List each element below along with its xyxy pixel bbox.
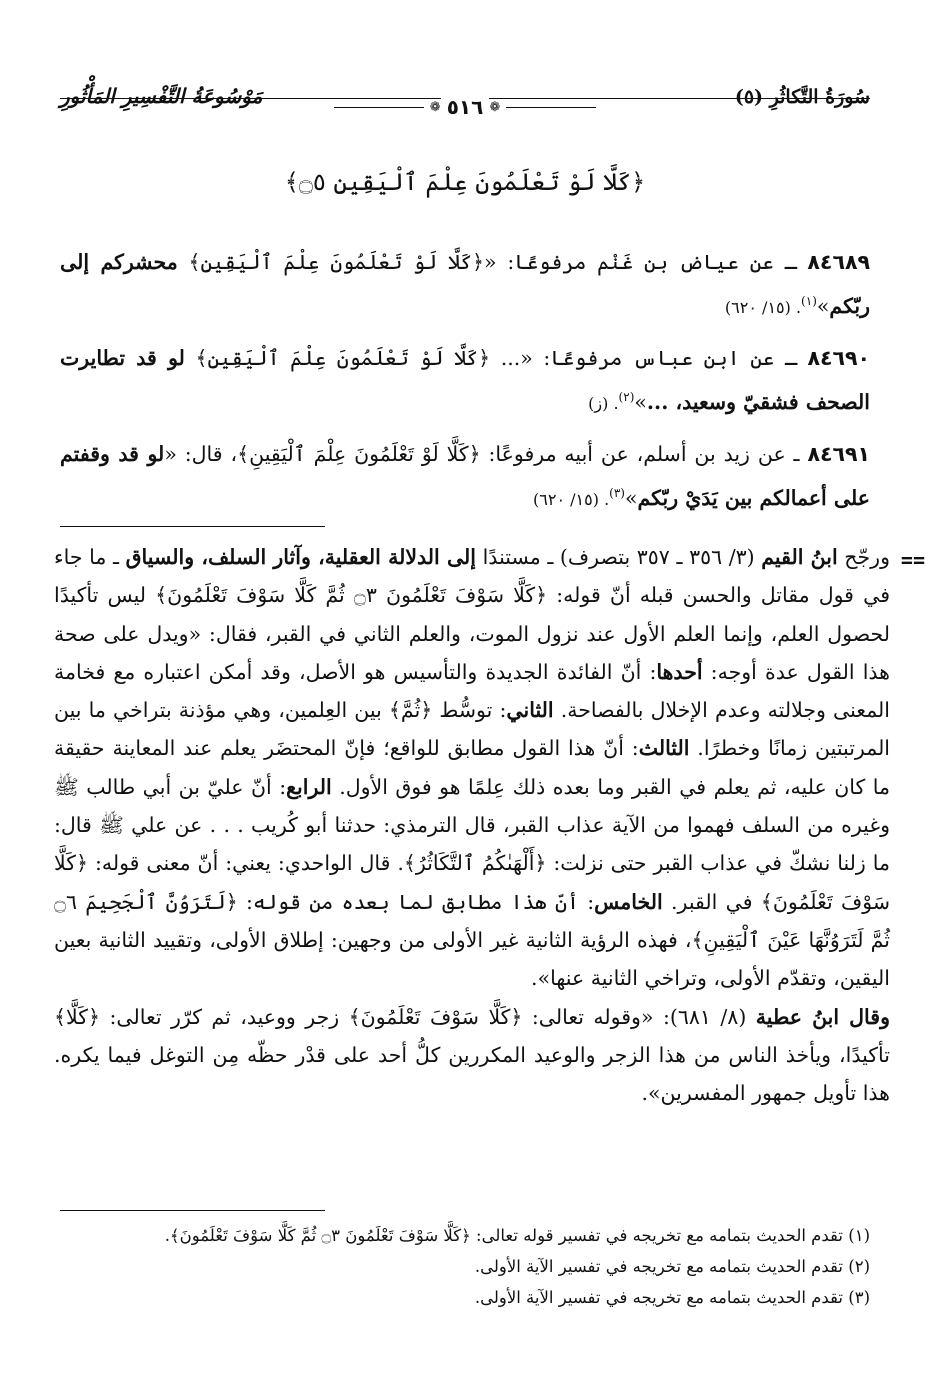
commentary-text: ورجّح [837,545,890,569]
hadith-number: ٨٤٦٩٠ [807,346,870,370]
hadith-number: ٨٤٦٨٩ [807,250,870,274]
hadith-entry [60,432,870,522]
scholar-name: وقال ابنُ عطية [755,1004,890,1029]
footnote-ref[interactable]: (١) [801,294,817,309]
point-label: الثاني [506,698,554,723]
hadith-text-close: » [816,294,830,318]
hadith-bold-text: لو قد تطايرت الصحف فشقيّ وسعيد، ... [60,346,870,414]
source-ref: . (١٥/ ٦٢٠) [533,490,610,509]
footnote-ref[interactable]: (٣) [609,486,625,501]
hadith-number: ٨٤٦٩١ [807,442,871,466]
hadith-entry [60,336,870,426]
hadith-entry [60,240,870,330]
commentary-text: : أنّ هذا مطابق لما بعده من قوله: ﴿لَتَرَوُنَّ ٱلْجَحِيمَ ۝٦ ثُمَّ لَتَرَوُنَّهَا عَيْنَ ٱلْيَقِينِ﴾، فهذه الرؤية الثانية غير الأولى من وجهين: إطلاق الأولى، وتقييد الثانية بعين اليقين، وتقدّم الأولى، وتراخي الثانية عنها». [54,889,890,991]
hadith-list [60,240,870,528]
footnotes [60,1220,870,1313]
page-number-row [60,93,870,121]
commentary-text: : أنّ هذا القول مطابق للواقع؛ فإنّ المحتضَر يعلم عند المعاينة حقيقة ما كان عليه، ثم يعلم في القبر وما بعده ذلك عِلمًا هو فوق الأول. [54,736,890,799]
commentary-text: : أنّ عليّ بن أبي طالب ﷺ وغيره من السلف فهموا من الآية عذاب القبر، قال الترمذي: حدثنا أبو كُريب . . . عن علي ﷺ قال: ما زلنا نشكّ في عذاب القبر حتى نزلت: ﴿أَلْهَىٰكُمُ ٱلتَّكَاثُرُ﴾. قال الواحدي: يعني: أنّ معنى قوله: ﴿كَلَّا سَوْفَ تَعْلَمُونَ﴾ في القبر. [54,774,891,914]
footnote-item: (١) تقدم الحديث بتمامه مع تخريجه في تفسير قوله تعالى: ﴿كَلَّا سَوْفَ تَعْلَمُونَ ۝٣ ثُمَّ كَلَّا سَوْفَ تَعْلَمُونَ﴾. [164,1226,870,1245]
commentary-bold: إلى الدلالة العقلية، وآثار السلف، والسياق [125,545,476,569]
point-label: الرابع [286,774,332,799]
commentary-paragraph-ibn-atiyya [54,998,890,1113]
point-label: الخامس [594,889,663,914]
hadith-text: ـ عن زيد بن أسلم، عن أبيه مرفوعًا: ﴿كَلَّا لَوْ تَعْلَمُونَ عِلْمَ ٱلْيَقِينِ﴾، قال: « [164,442,808,466]
point-label: أحدها [656,659,703,684]
source-ref: . (ز) [588,394,619,413]
book-page [54,60,925,1350]
footnote-separator [60,1210,325,1211]
ornament-icon: ❁ [429,99,441,115]
scholar-name: ابنُ القيم [761,545,838,569]
hadith-text-close: » [634,390,647,414]
ornament-icon: ❁ [489,99,501,115]
commentary-text: : توسُّط ﴿ثُمَّ﴾ بين العِلمين، وهي مؤذنة بتراخي ما بين المرتبتين زمانًا وخطرًا. [54,698,891,761]
book-title: مَوْسُوعَةُ التَّفْسِيرِ المَأْثُورِ [60,84,263,108]
footnote-item: (٣) تقدم الحديث بتمامه مع تخريجه في تفسير الآية الأولى. [474,1288,870,1307]
footnote-item: (٢) تقدم الحديث بتمامه مع تخريجه في تفسير الآية الأولى. [474,1257,870,1276]
verse-heading: ﴿كَلَّا لَوْ تَعْلَمُونَ عِلْمَ ٱلْيَقِينِ ۝٥﴾ [284,168,646,196]
page-number: ٥١٦ [441,95,490,119]
page-number-line-right [506,107,596,108]
commentary-text: : أنّ الفائدة الجديدة والتأسيس هو الأصل، وقد أمكن اعتباره مع فخامة المعنى وجلالته وعدم الإخلال بالفصاحة. [54,659,890,723]
continuation-marker: == [900,548,925,572]
point-label: الثالث [638,736,690,761]
hadith-text: ـ عن عياض بن غَنْم مرفوعًا: «﴿كَلَّا لَوْ تَعْلَمُونَ عِلْمَ ٱلْيَقِينِ﴾ [177,250,808,274]
hadith-text-close: » [624,486,638,510]
commentary-text: (٨/ ٦٨١): «وقوله تعالى: ﴿كَلَّا سَوْفَ تَعْلَمُونَ﴾ زجر ووعيد، ثم كرّر تعالى: ﴿كَلَّا﴾ تأكيدًا، ويأخذ الناس من هذا الزجر والوعيد المكررين كلُّ أحد على قدْر حظّه مِن التوغل فيما يكره. هذا تأويل جمهور المفسرين». [54,1004,890,1106]
source-ref: . (١٥/ ٦٢٠) [724,298,802,317]
hadith-bold-text: محشركم إلى ربّكم [60,250,870,318]
commentary-text: (٣/ ٣٥٦ ـ ٣٥٧ بتصرف) ـ مستندًا [476,545,762,569]
commentary-paragraph-ibn-alqayyim [54,538,890,998]
surah-title: سُورَةُ التَّكاثُرِ (٥) [734,86,870,108]
hadith-text: ـ عن ابن عباس مرفوعًا: «... ﴿كَلَّا لَوْ تَعْلَمُونَ عِلْمَ ٱلْيَقِينِ﴾ [184,346,808,370]
hadith-bold-text: لو قد وقفتم على أعمالكم بين يَدَيْ ربّكم [60,442,870,510]
commentary-text: ـ ما جاء في قول مقاتل والحسن قبله أنّ قوله: ﴿كَلَّا سَوْفَ تَعْلَمُونَ ۝٣ ثُمَّ كَلَّا سَوْفَ تَعْلَمُونَ﴾ ليس تأكيدًا لحصول العلم، وإنما العلم الأول عند نزول الموت، والعلم الثاني في القبر، فقال: «ويدل على صحة هذا القول عدة أوجه: [54,545,890,684]
commentary-block [54,538,890,1112]
page-number-line-left [334,107,424,108]
footnote-ref[interactable]: (٢) [618,390,635,405]
section-separator [60,526,325,527]
